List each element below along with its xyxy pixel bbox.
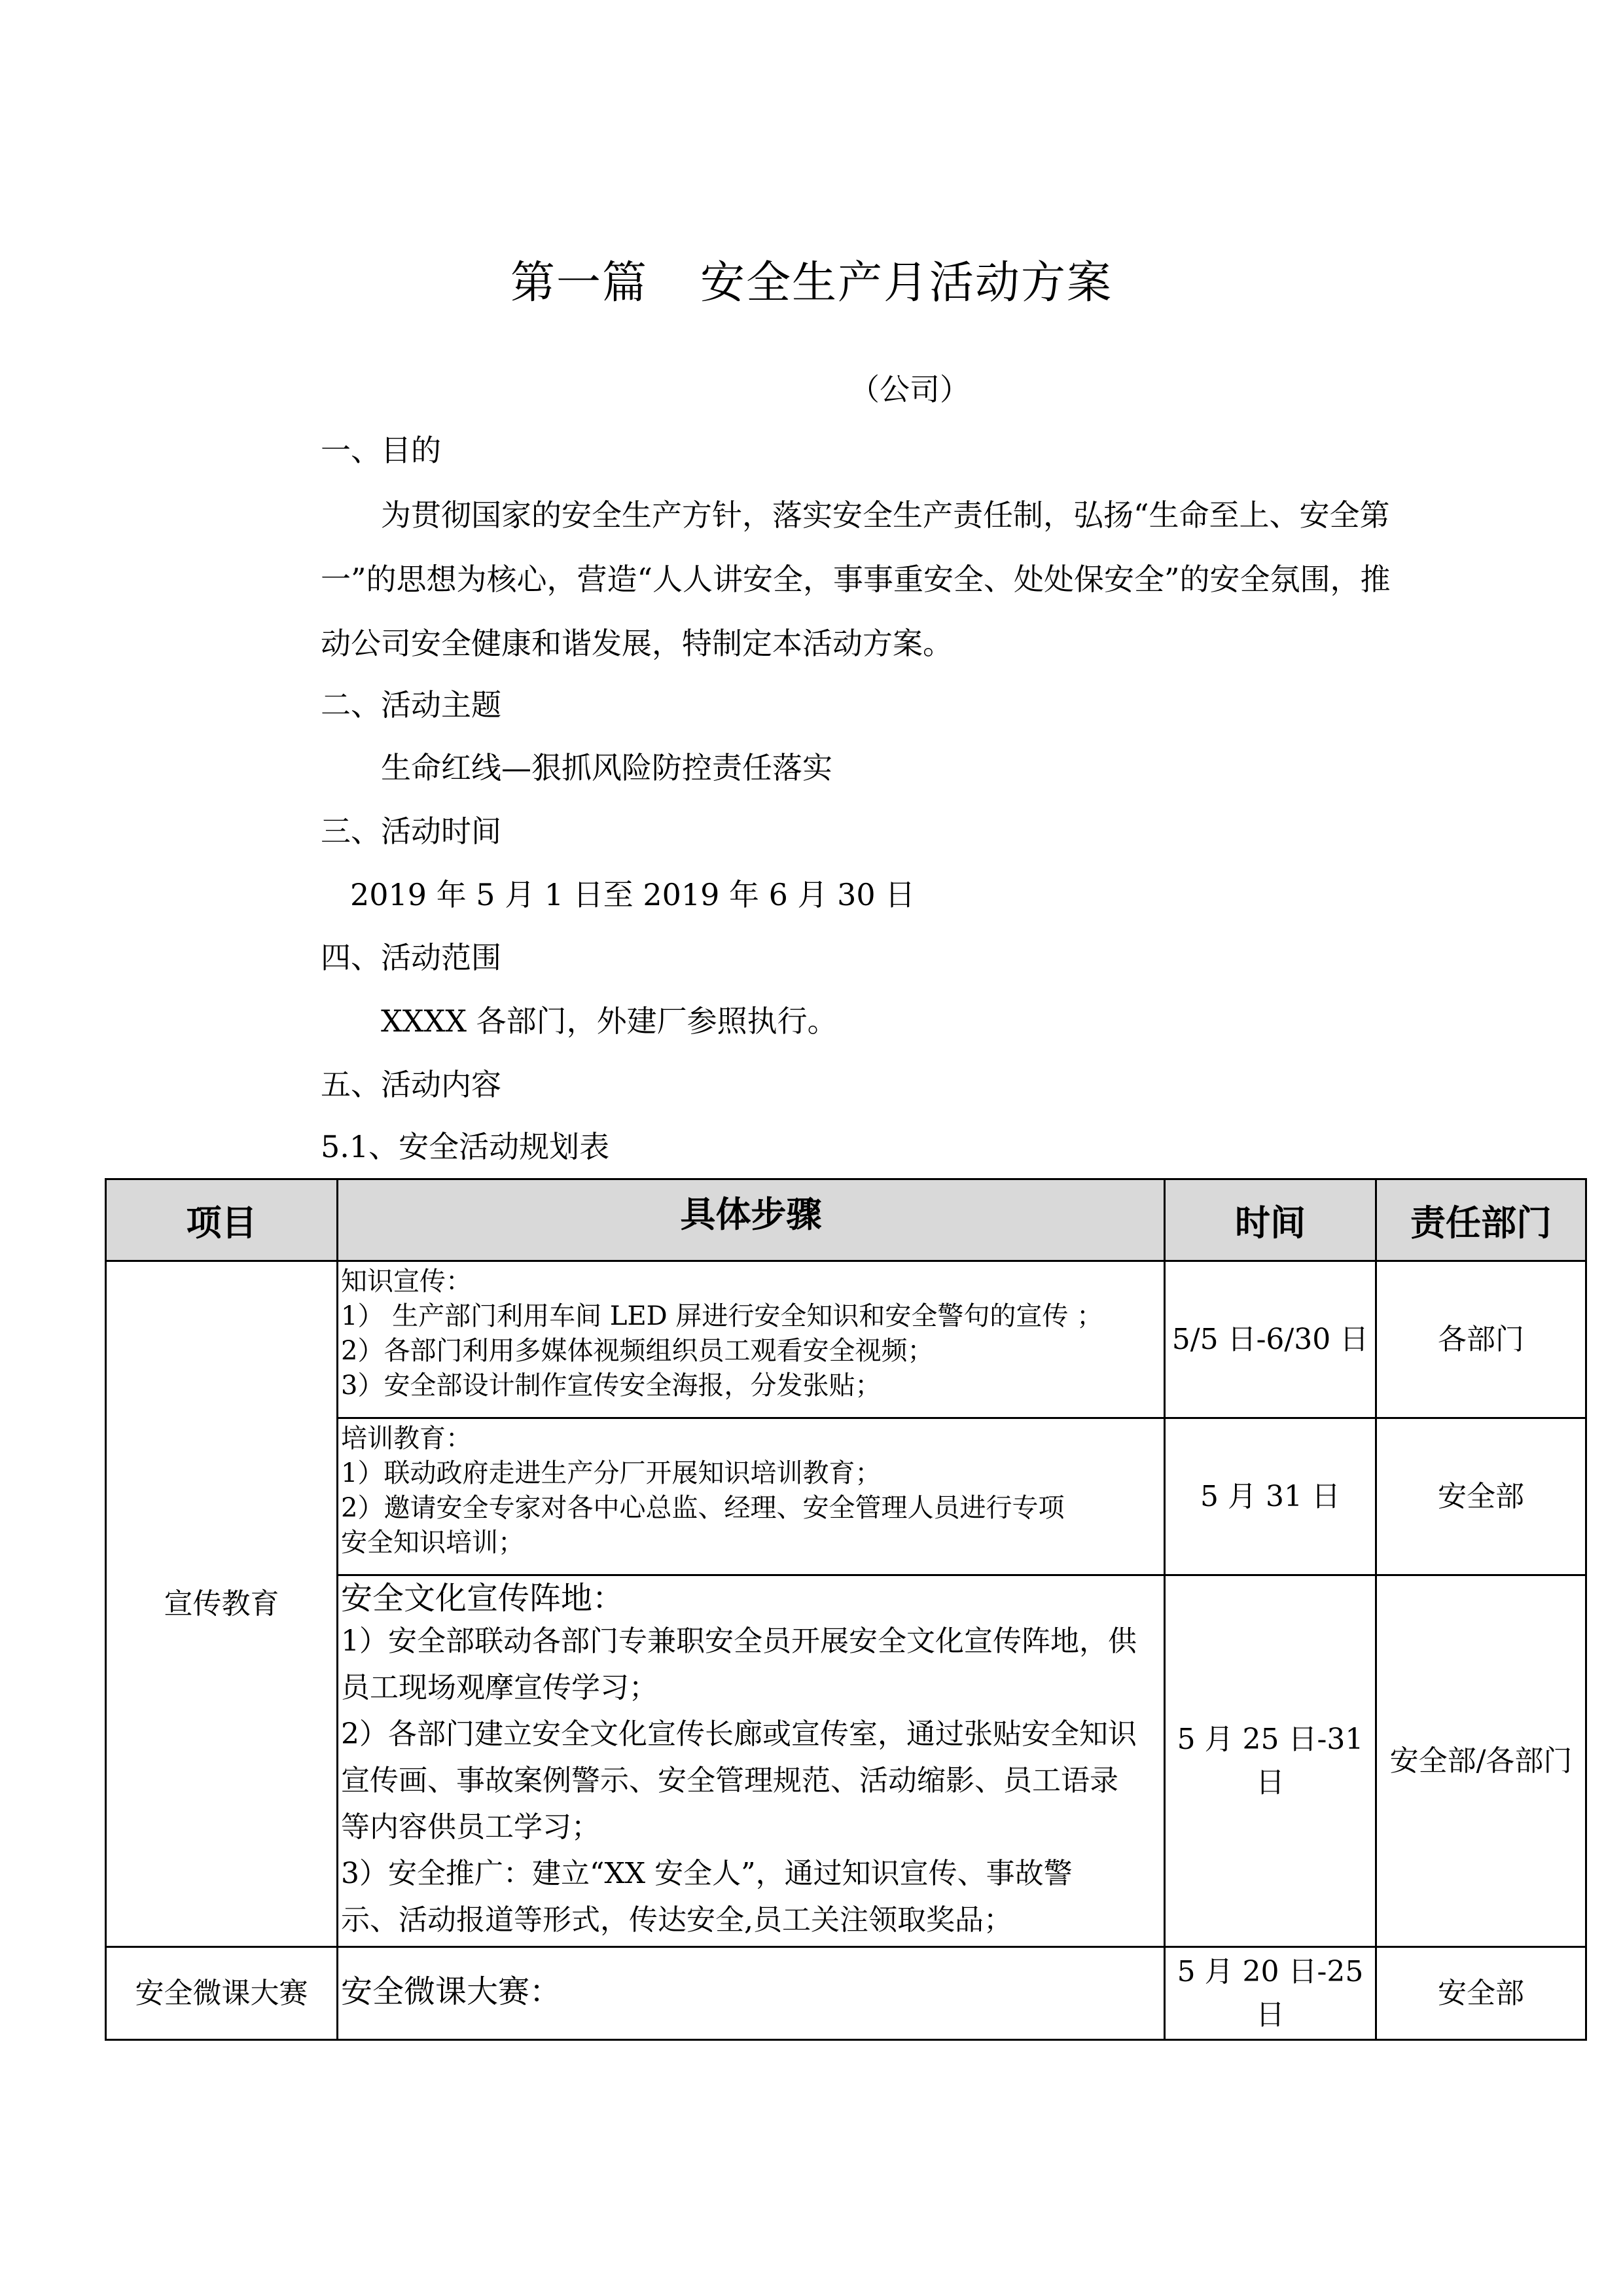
dept-cell: 安全部 xyxy=(1376,1418,1586,1575)
header-steps: 具体步骤 xyxy=(338,1179,1165,1261)
section-1-body xyxy=(321,483,1420,675)
step-line: 3）安全推广：建立“XX 安全人”，通过知识宣传、事故警 xyxy=(341,1857,1073,1890)
steps-title: 安全文化宣传阵地： xyxy=(341,1580,624,1617)
section-2-body: 生命红线—狠抓风险防控责任落实 xyxy=(381,750,832,785)
section-5-subheading: 5.1、安全活动规划表 xyxy=(321,1129,610,1164)
time-cell: 5/5 日-6/30 日 xyxy=(1165,1261,1376,1418)
time-line: 5 月 25 日-31 xyxy=(1177,1722,1364,1756)
time-line: 日 xyxy=(1256,1998,1285,2032)
steps-cell xyxy=(338,1575,1165,1947)
step-line: 示、活动报道等形式，传达安全,员工关注领取奖品； xyxy=(341,1903,1012,1937)
step-line: 安全知识培训； xyxy=(341,1528,524,1558)
section-3-body: 2019 年 5 月 1 日至 2019 年 6 月 30 日 xyxy=(350,877,916,912)
step-line: 1）联动政府走进生产分厂开展知识培训教育； xyxy=(341,1458,882,1488)
time-cell: 5 月 31 日 xyxy=(1165,1418,1376,1575)
time-line: 日 xyxy=(1256,1765,1285,1799)
step-line: 1）安全部联动各部门专兼职安全员开展安全文化宣传阵地，供 xyxy=(341,1624,1137,1658)
table-row xyxy=(106,1947,1586,2040)
header-project: 项目 xyxy=(106,1179,338,1261)
section-2-heading: 二、活动主题 xyxy=(321,687,501,723)
steps-cell xyxy=(338,1261,1165,1418)
steps-cell xyxy=(338,1418,1165,1575)
steps-title: 知识宣传： xyxy=(341,1266,472,1297)
time-cell xyxy=(1165,1575,1376,1947)
header-time: 时间 xyxy=(1165,1179,1376,1261)
table-row xyxy=(106,1261,1586,1418)
time-line: 5 月 20 日-25 xyxy=(1177,1954,1364,1988)
title-part-name: 安全生产月活动方案 xyxy=(700,257,1113,309)
step-line: 3）安全部设计制作宣传安全海报，分发张贴； xyxy=(341,1371,882,1401)
project-cell: 安全微课大赛 xyxy=(106,1947,338,2040)
document-title xyxy=(0,254,1623,313)
section-1-text: 为贯彻国家的安全生产方针，落实安全生产责任制，弘扬“生命至上、安全第一”的思想为核心，营造“人人讲安全，事事重安全、处处保安全”的安全氛围，推动公司安全健康和谐发展，特制定本活动方案。 xyxy=(321,497,1391,661)
table-header-row xyxy=(106,1179,1586,1261)
steps-cell xyxy=(338,1947,1165,2040)
section-5-heading: 五、活动内容 xyxy=(321,1067,501,1102)
time-cell xyxy=(1165,1947,1376,2040)
document-subtitle: （公司） xyxy=(849,372,970,407)
header-dept: 责任部门 xyxy=(1376,1179,1586,1261)
section-1-heading: 一、目的 xyxy=(321,433,441,468)
dept-cell: 安全部 xyxy=(1376,1947,1586,2040)
section-4-heading: 四、活动范围 xyxy=(321,940,501,975)
step-line: 2）各部门建立安全文化宣传长廊或宣传室，通过张贴安全知识 xyxy=(341,1717,1137,1751)
step-line: 等内容供员工学习； xyxy=(341,1810,600,1844)
step-line: 员工现场观摩宣传学习； xyxy=(341,1671,658,1704)
step-line: 1） 生产部门利用车间 LED 屏进行安全知识和安全警句的宣传 ； xyxy=(341,1301,1103,1331)
step-line: 宣传画、事故案例警示、安全管理规范、活动缩影、员工语录 xyxy=(341,1764,1118,1797)
section-3-heading: 三、活动时间 xyxy=(321,814,501,849)
section-4-body: XXXX 各部门，外建厂参照执行。 xyxy=(381,1003,838,1039)
step-line: 2）各部门利用多媒体视频组织员工观看安全视频； xyxy=(341,1336,934,1366)
title-part-number: 第一篇 xyxy=(510,257,648,309)
step-line: 2）邀请安全专家对各中心总监、经理、安全管理人员进行专项 xyxy=(341,1493,1065,1523)
steps-title: 安全微课大赛： xyxy=(341,1973,562,2010)
steps-title: 培训教育： xyxy=(341,1424,472,1454)
project-cell: 宣传教育 xyxy=(106,1261,338,1947)
dept-cell: 各部门 xyxy=(1376,1261,1586,1418)
dept-cell: 安全部/各部门 xyxy=(1376,1575,1586,1947)
safety-activity-plan-table xyxy=(105,1178,1587,2041)
